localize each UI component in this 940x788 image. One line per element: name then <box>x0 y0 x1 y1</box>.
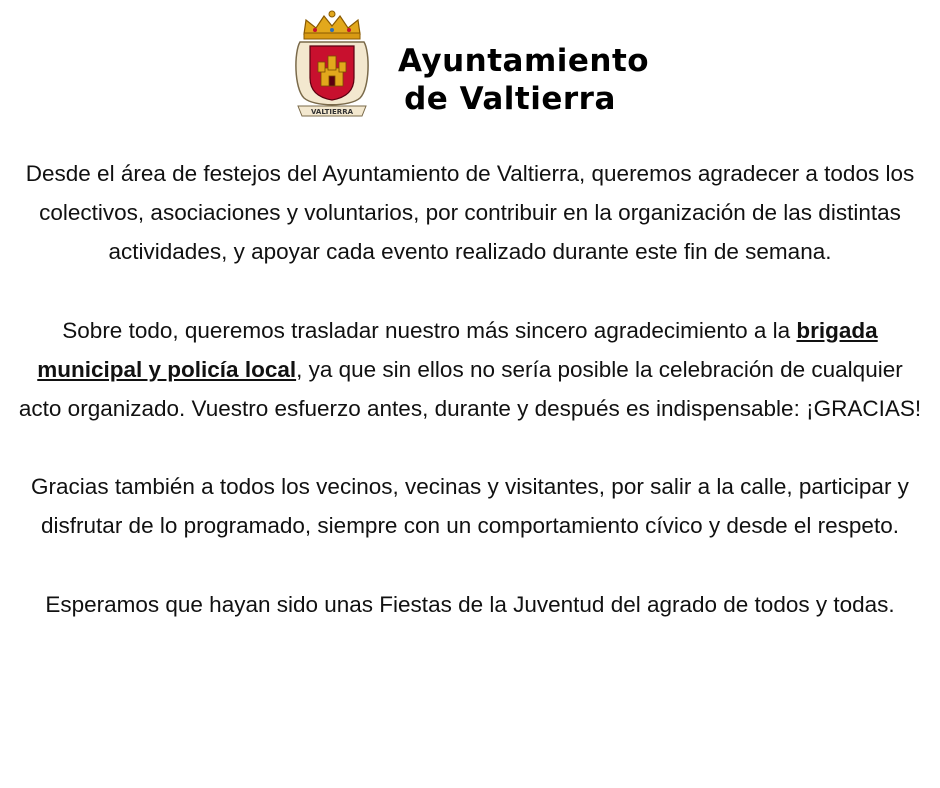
highlight-brigada: brigada municipal y policía local <box>37 317 878 382</box>
paragraph-2 <box>14 311 926 429</box>
message-body <box>14 154 926 624</box>
page-title <box>398 42 650 118</box>
paragraph-1: Desde el área de festejos del Ayuntamiento de Valtierra, queremos agradecer a todos los colectivos, asociaciones y voluntarios, por contribuir en la organización de las distintas actividades, y apoyar cada evento realizado durante este fin de semana. <box>25 161 915 265</box>
coat-of-arms-icon <box>290 8 374 122</box>
title-line-2: de Valtierra <box>404 81 616 117</box>
paragraph-4: Esperamos que hayan sido unas Fiestas de la Juventud del agrado de todos y todas. <box>45 591 895 617</box>
header <box>0 0 940 130</box>
crest-banner-text: VALTIERRA <box>310 108 354 116</box>
paragraph-3: Gracias también a todos los vecinos, vecinas y visitantes, por salir a la calle, participar y disfrutar de lo programado, siempre con un comportamiento cívico y desde el respeto. <box>31 474 909 539</box>
paragraph-2-start: Sobre todo, queremos trasladar nuestro más sincero agradecimiento a la <box>62 317 797 343</box>
paragraph-2-end: , ya que sin ellos no sería posible la celebración de cualquier acto organizado. Vuestro esfuerzo antes, durante y después es indispensable: ¡GRACIAS! <box>18 356 922 422</box>
crown-icon <box>304 11 360 39</box>
title-line-1: Ayuntamiento <box>398 43 650 79</box>
